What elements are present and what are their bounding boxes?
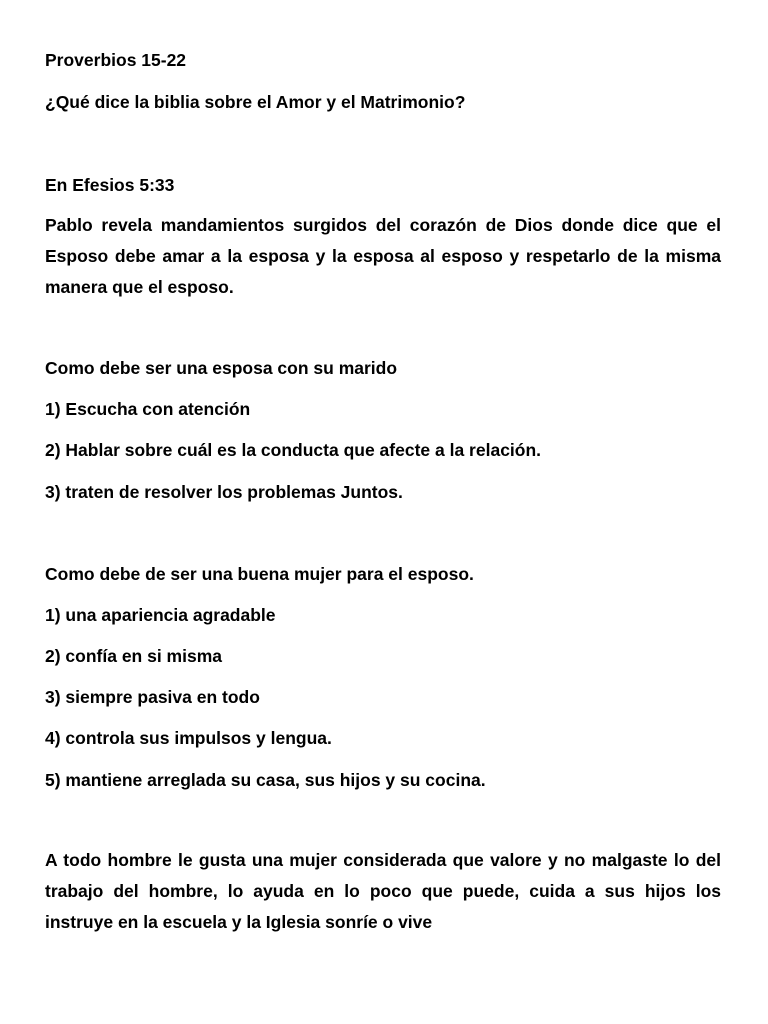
list-item: 3) siempre pasiva en todo bbox=[45, 687, 260, 707]
section-heading-efesios: En Efesios 5:33 bbox=[45, 175, 175, 195]
list-item: 3) traten de resolver los problemas Juntos. bbox=[45, 482, 403, 502]
list-item: 4) controla sus impulsos y lengua. bbox=[45, 728, 332, 748]
efesios-paragraph: Pablo revela mandamientos surgidos del corazón de Dios donde dice que el Esposo debe amar a la esposa y la esposa al esposo y respetarlo de la misma manera que el esposo. bbox=[45, 215, 721, 297]
document-question: ¿Qué dice la biblia sobre el Amor y el Matrimonio? bbox=[45, 92, 466, 112]
list-item: 1) una apariencia agradable bbox=[45, 605, 276, 625]
section-heading-buena-mujer: Como debe de ser una buena mujer para el esposo. bbox=[45, 564, 474, 584]
list-item: 1) Escucha con atención bbox=[45, 399, 251, 419]
section-heading-esposa: Como debe ser una esposa con su marido bbox=[45, 358, 398, 378]
list-item: 5) mantiene arreglada su casa, sus hijos y su cocina. bbox=[45, 770, 486, 790]
list-item: 2) confía en si misma bbox=[45, 646, 223, 666]
closing-paragraph: A todo hombre le gusta una mujer considerada que valore y no malgaste lo del trabajo del hombre, lo ayuda en lo poco que puede, cuida a sus hijos los instruye en la escuela y la Iglesia sonríe o vive bbox=[45, 850, 721, 932]
scripture-reference: Proverbios 15-22 bbox=[45, 50, 187, 70]
list-item: 2) Hablar sobre cuál es la conducta que afecte a la relación. bbox=[45, 440, 542, 460]
